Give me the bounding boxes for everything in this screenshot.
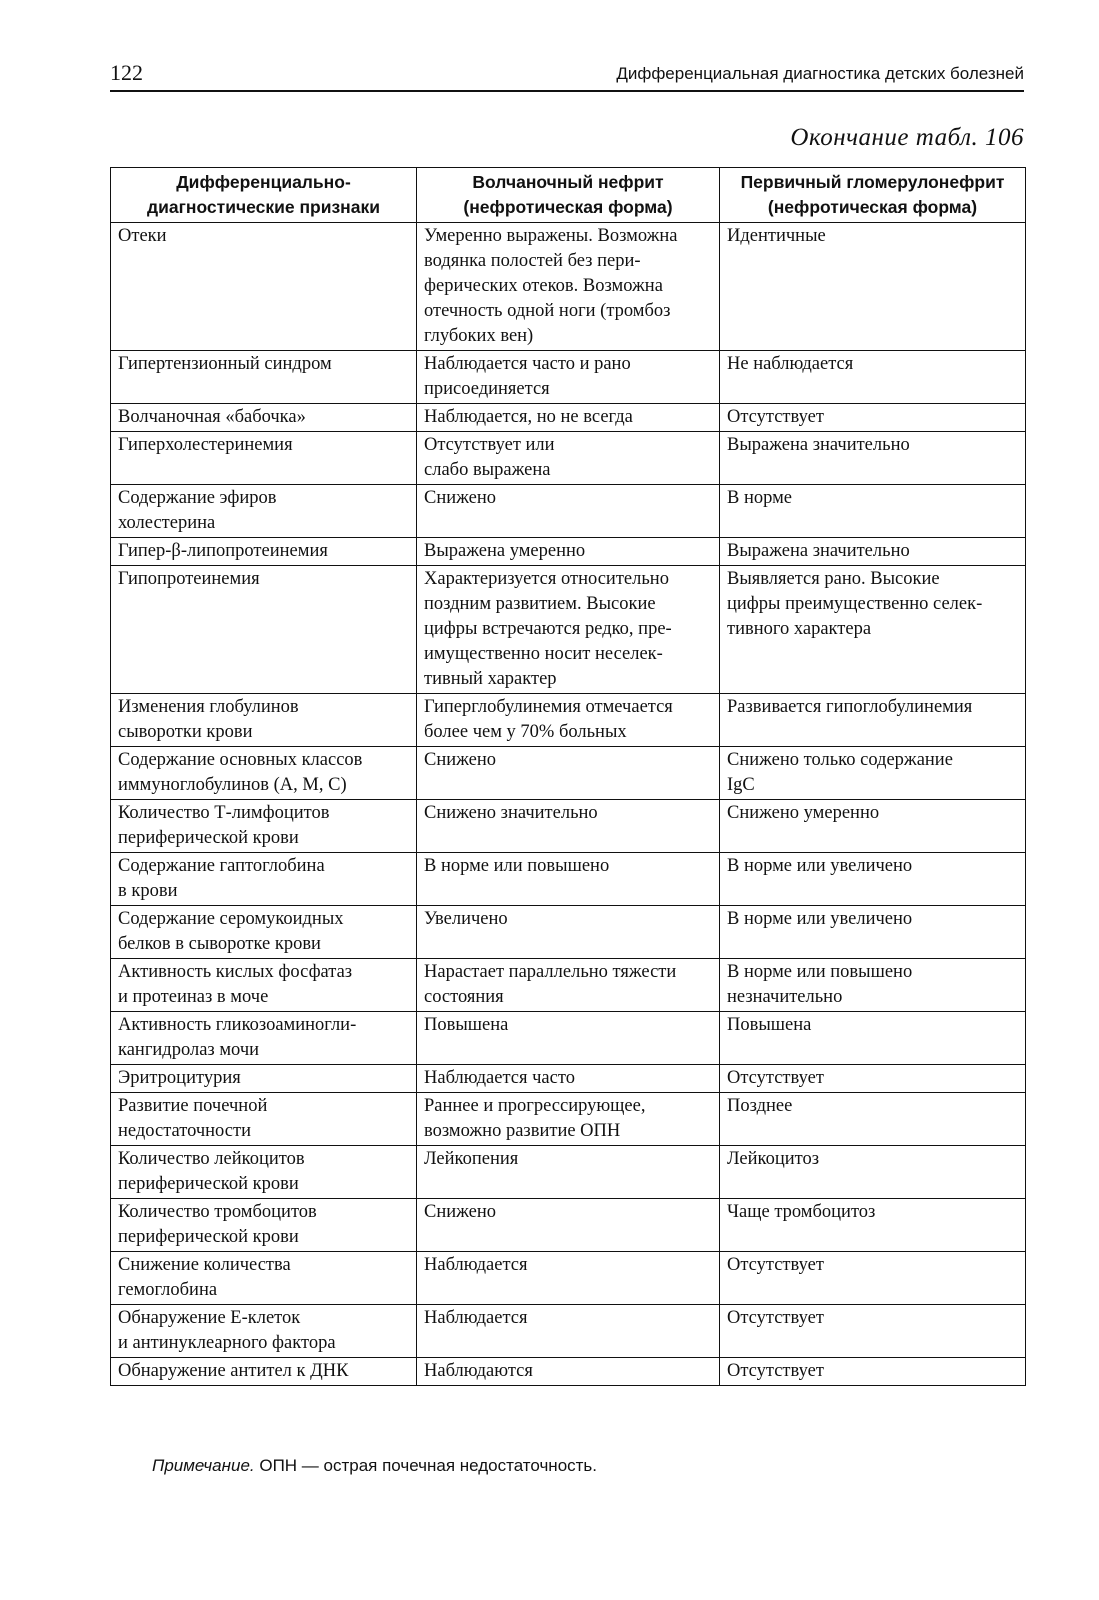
table-cell-sign: Развитие почечной недостаточности [111,1093,417,1146]
table-row [111,906,1026,959]
table-cell-primary: Выявляется рано. Высокие цифры преимущественно селек- тивного характера [720,566,1026,694]
table-cell-primary: В норме или увеличено [720,906,1026,959]
table-row [111,223,1026,351]
table-row [111,351,1026,404]
table-cell-sign: Обнаружение Е-клеток и антинуклеарного фактора [111,1305,417,1358]
note-text: ОПН — острая почечная недостаточность. [254,1456,598,1475]
table-cell-primary: Позднее [720,1093,1026,1146]
running-head: Дифференциальная диагностика детских болезней [616,64,1024,83]
table-cell-primary: Выражена значительно [720,432,1026,485]
table-cell-sign: Количество тромбоцитов периферической крови [111,1199,417,1252]
table-cell-primary: Повышена [720,1012,1026,1065]
table-row [111,694,1026,747]
table-cell-sign: Активность гликозоаминогли- кангидролаз мочи [111,1012,417,1065]
table-cell-primary: Отсутствует [720,1065,1026,1093]
table-cell-lupus: Наблюдается [417,1252,720,1305]
table-cell-lupus: Выражена умеренно [417,538,720,566]
header-rule [110,90,1024,92]
table-row [111,959,1026,1012]
table-row [111,1093,1026,1146]
table-cell-primary: Выражена значительно [720,538,1026,566]
table-cell-lupus: Гиперглобулинемия отмечается более чем у 70% больных [417,694,720,747]
table-row [111,1199,1026,1252]
table-row [111,432,1026,485]
table-cell-primary: Снижено умеренно [720,800,1026,853]
table-cell-sign: Количество Т-лимфоцитов периферической крови [111,800,417,853]
table-cell-primary: Чаще тромбоцитоз [720,1199,1026,1252]
table-cell-primary: Идентичные [720,223,1026,351]
table-cell-sign: Содержание эфиров холестерина [111,485,417,538]
table-row [111,747,1026,800]
table-cell-primary: В норме или увеличено [720,853,1026,906]
table-cell-primary: Снижено только содержание IgC [720,747,1026,800]
table-cell-primary: Отсутствует [720,1358,1026,1386]
table-cell-sign: Гипер-β-липопротеинемия [111,538,417,566]
table-cell-primary: Лейкоцитоз [720,1146,1026,1199]
table-cell-lupus: Наблюдается часто [417,1065,720,1093]
diagnostic-table [110,167,1026,1386]
table-cell-primary: Развивается гипоглобулинемия [720,694,1026,747]
table-cell-sign: Изменения глобулинов сыворотки крови [111,694,417,747]
table-row [111,1252,1026,1305]
column-header: Волчаночный нефрит (нефротическая форма) [417,168,720,223]
column-header: Первичный гломерулонефрит (нефротическая форма) [720,168,1026,223]
table-cell-lupus: Наблюдаются [417,1358,720,1386]
table-cell-sign: Содержание гаптоглобина в крови [111,853,417,906]
table-row [111,1146,1026,1199]
table-cell-primary: В норме [720,485,1026,538]
table-cell-lupus: Увеличено [417,906,720,959]
table-cell-lupus: Наблюдается, но не всегда [417,404,720,432]
table-cell-lupus: Отсутствует или слабо выражена [417,432,720,485]
table-cell-sign: Отеки [111,223,417,351]
table-cell-primary: Не наблюдается [720,351,1026,404]
table-cell-sign: Содержание серомукоидных белков в сыворотке крови [111,906,417,959]
table-cell-lupus: Снижено значительно [417,800,720,853]
table-cell-sign: Активность кислых фосфатаз и протеиназ в моче [111,959,417,1012]
table-cell-lupus: Повышена [417,1012,720,1065]
table-cell-sign: Гипопротеинемия [111,566,417,694]
table-cell-lupus: Снижено [417,747,720,800]
table-cell-lupus: Умеренно выражены. Возможна водянка полостей без пери- ферических отеков. Возможна отечность одной ноги (тромбоз глубоких вен) [417,223,720,351]
page-number: 122 [110,60,143,85]
table-row [111,853,1026,906]
table-row [111,800,1026,853]
table-cell-lupus: Снижено [417,1199,720,1252]
table-row [111,1305,1026,1358]
table-caption: Окончание табл. 106 [790,124,1024,151]
table-cell-sign: Содержание основных классов иммуноглобулинов (А, М, С) [111,747,417,800]
table-row [111,485,1026,538]
table-cell-lupus: В норме или повышено [417,853,720,906]
table-cell-lupus: Раннее и прогрессирующее, возможно развитие ОПН [417,1093,720,1146]
table-cell-sign: Снижение количества гемоглобина [111,1252,417,1305]
table-cell-sign: Количество лейкоцитов периферической крови [111,1146,417,1199]
table-row [111,1065,1026,1093]
table-cell-lupus: Наблюдается [417,1305,720,1358]
table-cell-primary: В норме или повышено незначительно [720,959,1026,1012]
table-row [111,566,1026,694]
table-cell-sign: Эритроцитурия [111,1065,417,1093]
table-row [111,1012,1026,1065]
table-cell-sign: Гипертензионный синдром [111,351,417,404]
table-header-row [111,168,1026,223]
table-cell-primary: Отсутствует [720,1252,1026,1305]
table-row [111,1358,1026,1386]
column-header: Дифференциально- диагностические признаки [111,168,417,223]
table-cell-primary: Отсутствует [720,1305,1026,1358]
table-cell-sign: Обнаружение антител к ДНК [111,1358,417,1386]
table-row [111,538,1026,566]
table-cell-lupus: Наблюдается часто и рано присоединяется [417,351,720,404]
table-row [111,404,1026,432]
table-cell-lupus: Характеризуется относительно поздним развитием. Высокие цифры встречаются редко, пре- имущественно носит неселек- тивный характер [417,566,720,694]
table-cell-sign: Волчаночная «бабочка» [111,404,417,432]
table-cell-lupus: Снижено [417,485,720,538]
table-cell-lupus: Лейкопения [417,1146,720,1199]
table-cell-sign: Гиперхолестеринемия [111,432,417,485]
table-cell-primary: Отсутствует [720,404,1026,432]
table-note [152,1455,597,1477]
table-cell-lupus: Нарастает параллельно тяжести состояния [417,959,720,1012]
note-label: Примечание. [152,1456,255,1475]
